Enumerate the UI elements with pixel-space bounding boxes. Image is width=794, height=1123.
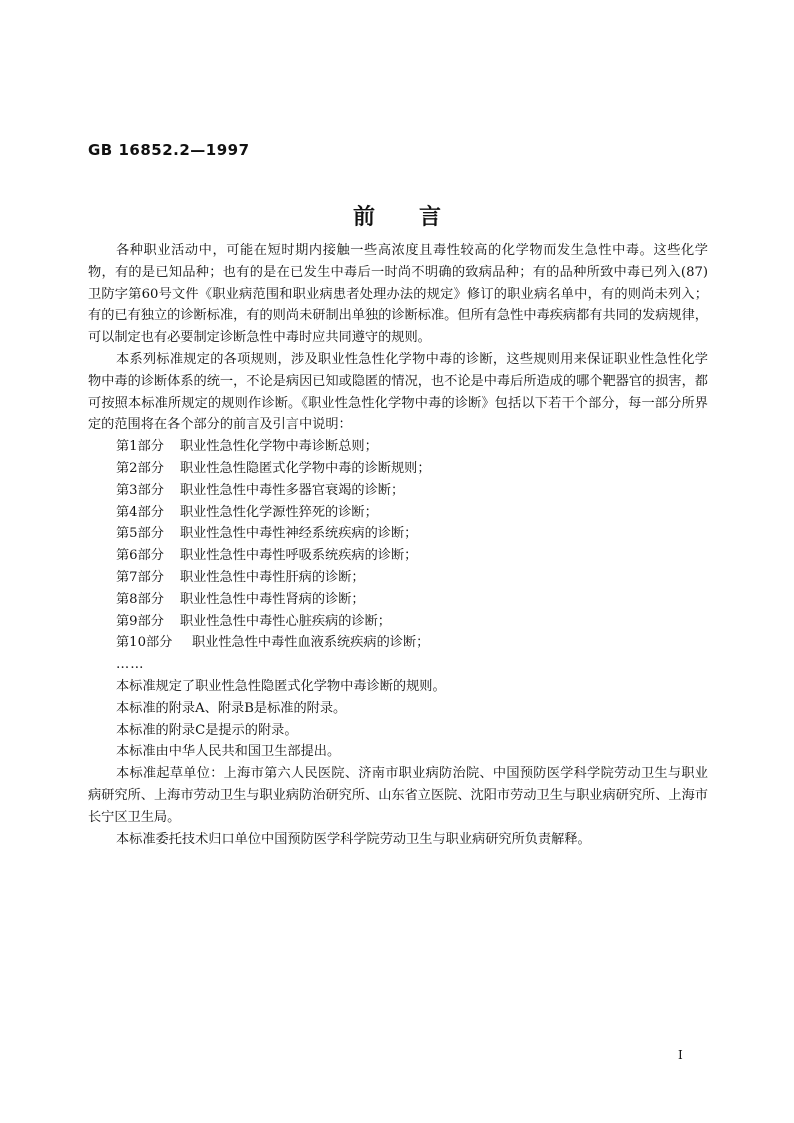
paragraph-annex-normative: 本标准的附录A、附录B是标准的附录。 (116, 700, 347, 716)
standard-code: GB 16852.2—1997 (88, 141, 250, 159)
list-item (88, 632, 708, 654)
list-item (88, 436, 708, 458)
paragraph-interpretation: 本标准委托技术归口单位中国预防医学科学院劳动卫生与职业病研究所负责解释。 (116, 831, 591, 847)
paragraph-drafters: 本标准起草单位：上海市第六人民医院、济南市职业病防治院、中国预防医学科学院劳动卫生与职业病研究所、上海市劳动卫生与职业病防治研究所、山东省立医院、沈阳市劳动卫生与职业病研究所、上海市长宁区卫生局。 (88, 766, 708, 825)
title-char-1: 前 (352, 205, 375, 230)
part-text: 职业性急性中毒性血液系统疾病的诊断； (192, 635, 430, 651)
part-number: 第10部分 (116, 635, 173, 651)
paragraph-intro: 各种职业活动中，可能在短时期内接触一些高浓度且毒性较高的化学物而发生急性中毒。这些化学物，有的是已知品种；也有的是在已发生中毒后一时尚不明确的致病品种；有的品种所致中毒已列入(87)卫防字第60号文件《职业病范围和职业病患者处理办法的规定》修订的职业病名单中，有的则尚未列入；有的已有独立的诊断标准，有的则尚未研制出单独的诊断标准。但所有急性中毒疾病都有共同的发病规律，可以制定也有必要制定诊断急性中毒时应共同遵守的规则。 (88, 243, 708, 346)
part-text: 职业性急性中毒性肾病的诊断； (180, 591, 365, 607)
page-title (0, 200, 794, 231)
part-text: 职业性急性中毒性心脏疾病的诊断； (180, 613, 391, 629)
part-text: 职业性急性化学源性猝死的诊断； (180, 504, 378, 520)
part-text: 职业性急性化学物中毒诊断总则； (180, 439, 378, 455)
list-item (88, 523, 708, 545)
part-number: 第9部分 (116, 613, 164, 629)
part-text: 职业性急性中毒性多器官衰竭的诊断； (180, 482, 405, 498)
part-number: 第8部分 (116, 591, 164, 607)
paragraph-rule: 本标准规定了职业性急性隐匿式化学物中毒诊断的规则。 (116, 678, 446, 694)
part-number: 第7部分 (116, 569, 164, 585)
part-text: 职业性急性中毒性神经系统疾病的诊断； (180, 526, 418, 542)
paragraph-scope: 本系列标准规定的各项规则，涉及职业性急性化学物中毒的诊断，这些规则用来保证职业性急性化学物中毒的诊断体系的统一，不论是病因已知或隐匿的情况，也不论是中毒后所造成的哪个靶器官的损害，都可按照本标准所规定的规则作诊断。《职业性急性化学物中毒的诊断》包括以下若干个部分，每一部分所界定的范围将在各个部分的前言及引言中说明： (88, 351, 708, 433)
list-item (88, 589, 708, 611)
part-number: 第4部分 (116, 504, 164, 520)
part-text: 职业性急性隐匿式化学物中毒的诊断规则； (180, 460, 431, 476)
document-body (88, 240, 708, 850)
parts-list (88, 436, 708, 676)
part-text: 职业性急性中毒性呼吸系统疾病的诊断； (180, 548, 418, 564)
list-ellipsis: …… (116, 657, 145, 673)
part-number: 第1部分 (116, 439, 164, 455)
paragraph-annex-informative: 本标准的附录C是提示的附录。 (116, 722, 298, 738)
list-item (88, 545, 708, 567)
title-char-2: 言 (419, 205, 442, 230)
part-number: 第5部分 (116, 526, 164, 542)
list-item (88, 502, 708, 524)
part-number: 第3部分 (116, 482, 164, 498)
page-number: I (678, 1048, 683, 1062)
part-number: 第6部分 (116, 548, 164, 564)
part-number: 第2部分 (116, 460, 164, 476)
list-item (88, 480, 708, 502)
paragraph-proposer: 本标准由中华人民共和国卫生部提出。 (116, 744, 341, 760)
list-item (88, 458, 708, 480)
list-item (88, 611, 708, 633)
list-item (88, 567, 708, 589)
part-text: 职业性急性中毒性肝病的诊断； (180, 569, 365, 585)
